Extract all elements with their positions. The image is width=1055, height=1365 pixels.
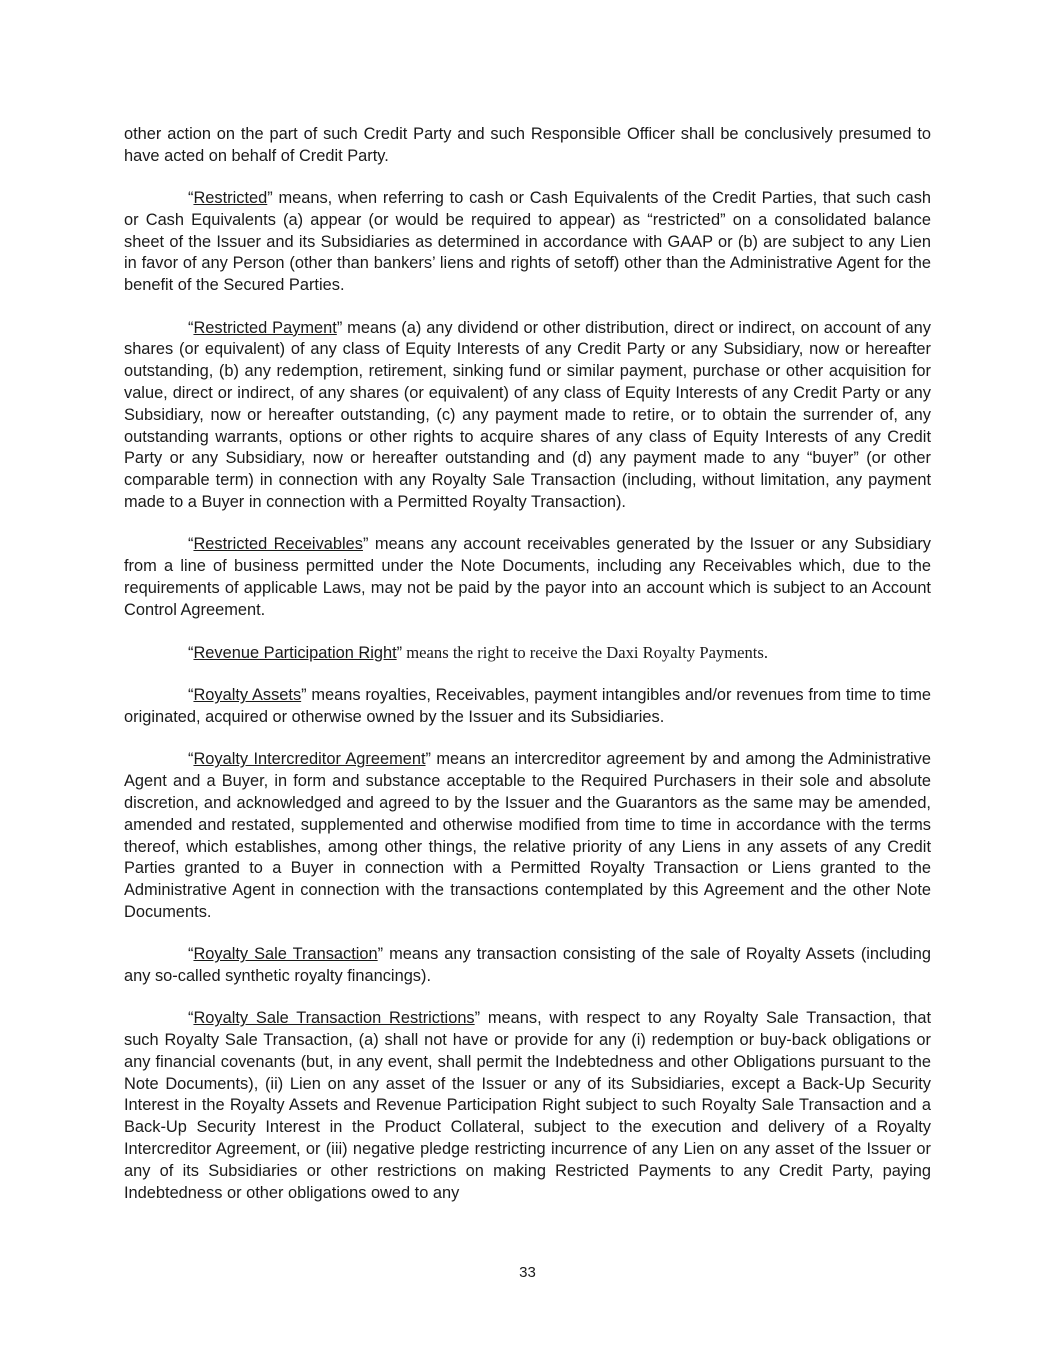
defined-term: Revenue Participation Right [193,643,397,662]
definition-body: means royalties, Receivables, payment intangibles and/or revenues from time to time originated, acquired or otherwise owned by the Issuer and its Subsidiaries. [124,686,931,727]
definition-body: means any account receivables generated by the Issuer or any Subsidiary from a line of business permitted under the Note Documents, including any Receivables which, due to the requirements of applicable Laws, may not be paid by the payor into an account which is subject to an Account Control Agreement. [124,535,931,619]
definition-body: means any transaction consisting of the sale of Royalty Assets (including any so-called synthetic royalty financings). [124,945,931,985]
open-quote: “ [188,945,194,964]
open-quote: “ [188,686,194,705]
definition-royalty-intercreditor-agreement [124,749,931,923]
close-quote: ” [425,750,431,769]
close-quote: ” [267,189,273,208]
definition-royalty-sale-transaction [124,944,931,988]
close-quote: ” [362,535,369,554]
definition-restricted-receivables [124,534,931,621]
definition-body: means the right to receive the Daxi Royalty Payments. [402,642,769,662]
page-number: 33 [519,1264,536,1281]
close-quote: ” [301,686,307,705]
defined-term: Restricted Receivables [193,535,363,554]
close-quote: ” [396,643,403,662]
definition-royalty-sale-transaction-restrictions [124,1008,931,1204]
defined-term: Royalty Assets [193,686,302,705]
close-quote: ” [336,318,343,337]
open-quote: “ [188,643,194,662]
open-quote: “ [188,1009,194,1028]
close-quote: ” [474,1009,481,1028]
defined-term: Royalty Sale Transaction Restrictions [193,1009,475,1028]
defined-term: Restricted Payment [193,318,337,337]
definition-royalty-assets [124,685,931,729]
definition-restricted-payment [124,318,931,514]
open-quote: “ [188,318,194,337]
defined-term: Restricted [193,189,268,208]
close-quote: ” [377,945,384,964]
document-page [124,124,931,1204]
definition-restricted [124,188,931,297]
open-quote: “ [188,750,194,769]
definition-body: means an intercreditor agreement by and among the Administrative Agent and a Buyer, in form and substance acceptable to the Required Purchasers in their sole and absolute discretion, and acknowledged and agreed to by the Issuer and the Guarantors as the same may be amended, amended and restated, supplemented and otherwise modified from time to time in accordance with the terms thereof, which establishes, among other things, the relative priority of any Liens in any assets of any Credit Parties granted to a Buyer in connection with a Permitted Royalty Transaction or Liens granted to the Administrative Agent in connection with the transactions contemplated by this Agreement and the other Note Documents. [124,750,931,921]
continuation-paragraph [124,124,931,168]
defined-term: Royalty Sale Transaction [193,945,378,964]
defined-term: Royalty Intercreditor Agreement [193,750,426,769]
definition-body: means, when referring to cash or Cash Equivalents of the Credit Parties, that such cash or Cash Equivalents (a) appear (or would be required to appear) as “restricted” on a consolidated balance sheet of the Issuer and its Subsidiaries as determined in accordance with GAAP or (b) are subject to any Lien in favor of any Person (other than bankers’ liens and rights of setoff) other than the Administrative Agent for the benefit of the Secured Parties. [124,189,931,295]
definition-body: means, with respect to any Royalty Sale Transaction, that such Royalty Sale Transaction, (a) shall not have or provide for any (i) redemption or buy-back obligations or any financial covenants (but, in any event, shall permit the Indebtedness and other Obligations pursuant to the Note Documents), (ii) Lien on any asset of the Issuer or any of its Subsidiaries, except a Back-Up Security Interest in the Royalty Assets and Revenue Participation Right subject to such Royalty Sale Transaction and a Back-Up Security Interest in the Product Collateral, subject to the execution and delivery of a Royalty Intercreditor Agreement, or (iii) negative pledge restricting incurrence of any Lien on any asset of the Issuer or any of its Subsidiaries or other restrictions on making Restricted Payments to any Credit Party, paying Indebtedness or other obligations owed to any [124,1009,931,1202]
open-quote: “ [188,535,194,554]
continuation-text: other action on the part of such Credit Party and such Responsible Officer shall be conclusively presumed to have acted on behalf of Credit Party. [124,125,931,165]
open-quote: “ [188,189,194,208]
definition-body: means (a) any dividend or other distribution, direct or indirect, on account of any shares (or equivalent) of any class of Equity Interests of any Credit Party or any Subsidiary, now or hereafter outstanding, (b) any redemption, retirement, sinking fund or similar payment, purchase or other acquisition for value, direct or indirect, of any shares (or equivalent) of any class of Equity Interests of any Credit Party or any Subsidiary, now or hereafter outstanding, (c) any payment made to retire, or to obtain the surrender of, any outstanding warrants, options or other rights to acquire shares of any class of Equity Interests of any Credit Party or any Subsidiary, now or hereafter outstanding and (d) any payment made to any “buyer” (or other comparable term) in connection with any Royalty Sale Transaction (including, without limitation, any payment made to a Buyer in connection with a Permitted Royalty Transaction). [124,318,931,511]
definition-revenue-participation-right [124,642,931,665]
